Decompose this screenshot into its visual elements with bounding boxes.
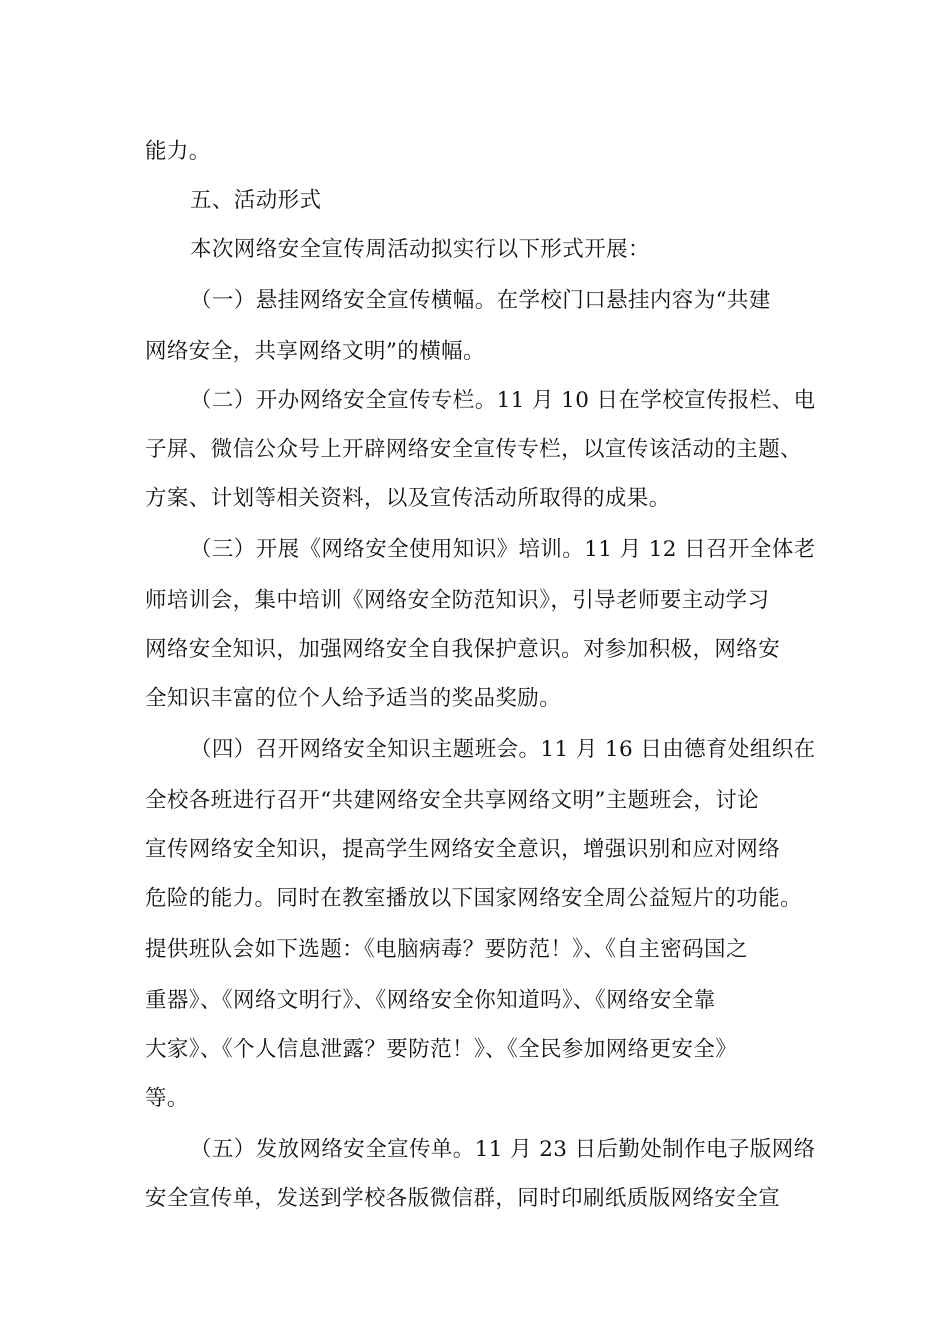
text-line: （三）开展《网络安全使用知识》培训。11 月 12 日召开全体老	[190, 537, 816, 562]
text-line: 等。	[145, 1086, 189, 1111]
text-line: 本次网络安全宣传周活动拟实行以下形式开展：	[190, 237, 650, 262]
text-line: 危险的能力。同时在教室播放以下国家网络安全周公益短片的功能。	[145, 886, 803, 911]
text-line: （五）发放网络安全宣传单。11 月 23 日后勤处制作电子版网络	[190, 1137, 816, 1162]
text-line: 安全宣传单，发送到学校各版微信群，同时印刷纸质版网络安全宣	[145, 1186, 781, 1211]
text-line: 子屏、微信公众号上开辟网络安全宣传专栏，以宣传该活动的主题、	[145, 437, 803, 462]
text-line: 重器》、《网络文明行》、《网络安全你知道吗》、《网络安全靠	[145, 988, 716, 1013]
text-line: 网络安全，共享网络文明”的横幅。	[145, 339, 485, 364]
text-line: 大家》、《个人信息泄露？要防范！》、《全民参加网络更安全》	[145, 1037, 738, 1062]
text-line: 提供班队会如下选题：《电脑病毒？要防范！》、《自主密码国之	[145, 937, 748, 962]
text-line: 方案、计划等相关资料，以及宣传活动所取得的成果。	[145, 486, 671, 511]
text-line: 师培训会，集中培训《网络安全防范知识》，引导老师要主动学习	[145, 588, 770, 613]
section-heading: 五、活动形式	[190, 188, 322, 213]
text-line: 全知识丰富的位个人给予适当的奖品奖励。	[145, 686, 562, 711]
text-line: 宣传网络安全知识，提高学生网络安全意识，增强识别和应对网络	[145, 837, 781, 862]
text-line: 能力。	[145, 139, 211, 164]
text-line: （二）开办网络安全宣传专栏。11 月 10 日在学校宣传报栏、电	[190, 388, 816, 413]
text-line: （一）悬挂网络安全宣传横幅。在学校门口悬挂内容为“共建	[190, 288, 771, 313]
text-line: 全校各班进行召开“共建网络安全共享网络文明”主题班会，讨论	[145, 788, 760, 813]
text-line: 网络安全知识，加强网络安全自我保护意识。对参加积极，网络安	[145, 637, 781, 662]
text-line: （四）召开网络安全知识主题班会。11 月 16 日由德育处组织在	[190, 737, 816, 762]
